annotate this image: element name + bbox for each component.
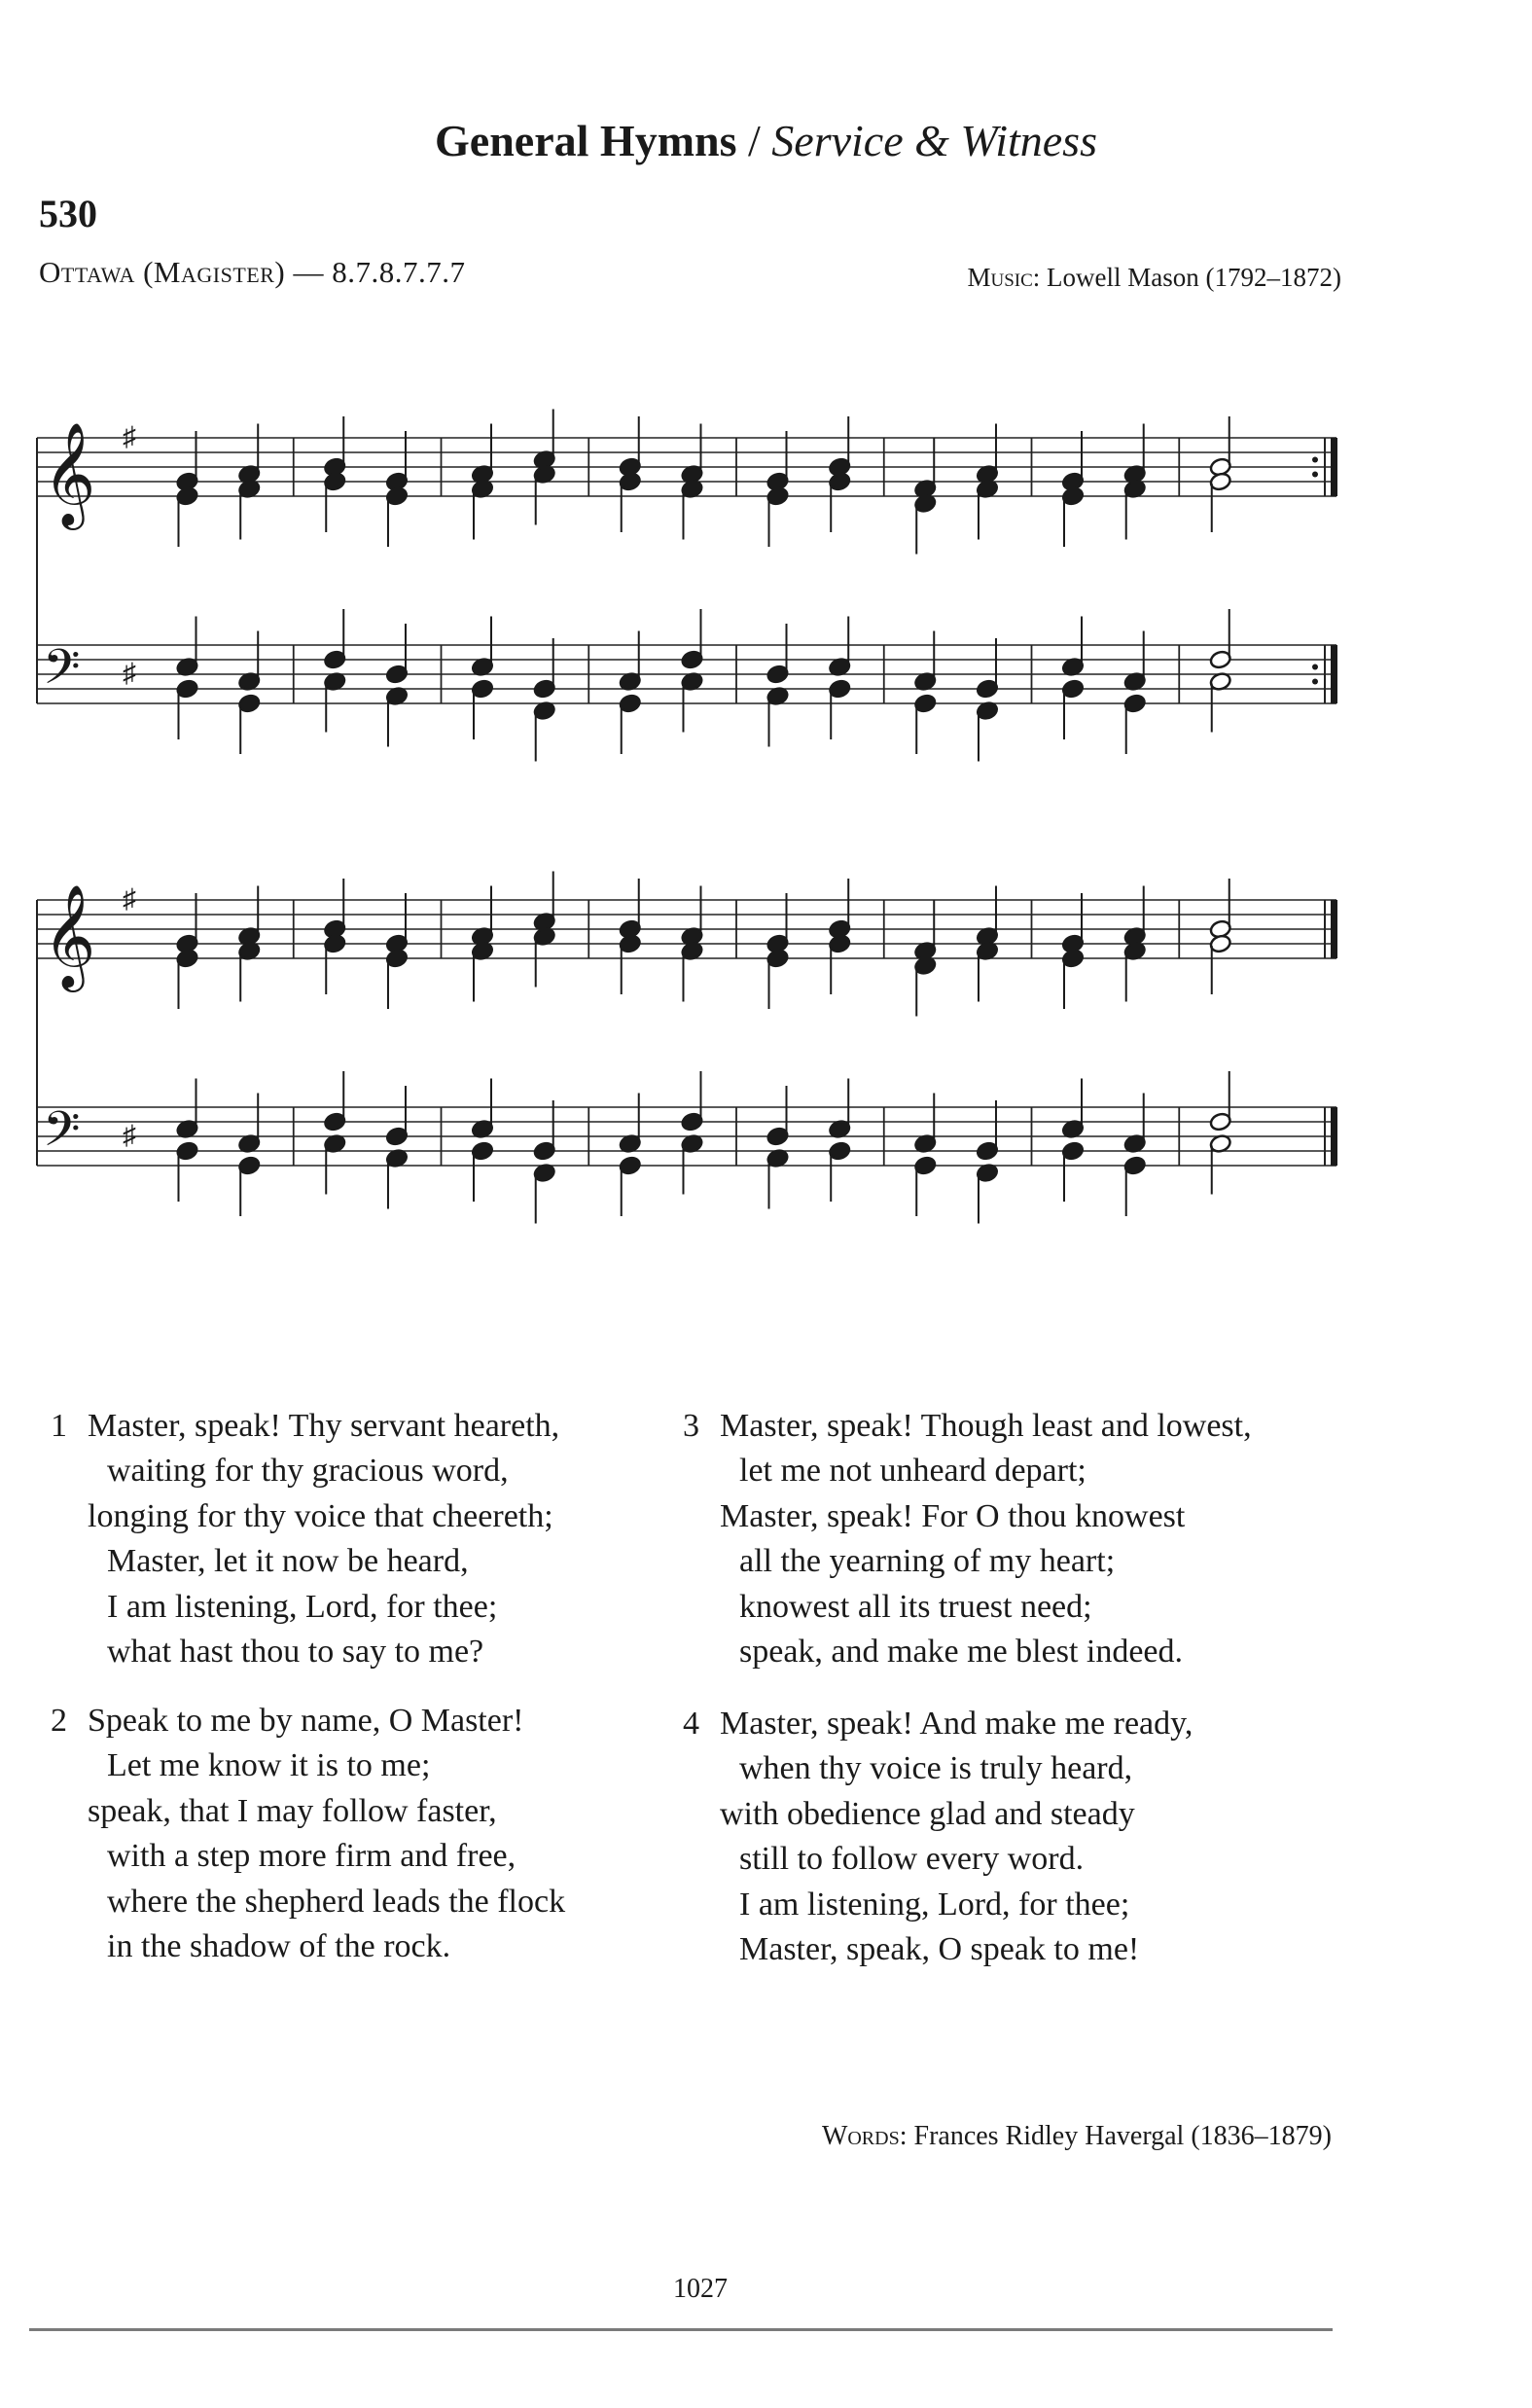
treble-clef-icon: 𝄞 xyxy=(43,883,96,988)
verse-4 xyxy=(683,1702,1194,1972)
verse-line: Master, speak! And make me ready, xyxy=(720,1706,1194,1742)
footer-rule xyxy=(29,2328,1333,2331)
verse-line: where the shepherd leads the flock xyxy=(107,1883,566,1920)
music-composer: Lowell Mason (1792–1872) xyxy=(1040,263,1341,292)
words-credit xyxy=(822,2121,1332,2152)
bass-clef-icon: 𝄢 xyxy=(43,1101,81,1169)
repeat-dot xyxy=(1312,665,1318,670)
verse-number: 2 xyxy=(51,1703,67,1739)
verse-line: I am listening, Lord, for thee; xyxy=(107,1588,498,1625)
section-subtitle: Service & Witness xyxy=(771,116,1097,165)
verse-line: with a step more firm and free, xyxy=(107,1838,517,1875)
verse-line: speak, and make me blest indeed. xyxy=(739,1634,1184,1671)
tune-name-meter: Ottawa (Magister) — 8.7.8.7.7.7 xyxy=(39,255,466,289)
verse-2 xyxy=(51,1699,566,1969)
final-bar xyxy=(1331,1107,1337,1166)
verse-line: with obedience glad and steady xyxy=(720,1795,1135,1832)
music-system-2 xyxy=(0,827,1532,1236)
verse-line: let me not unheard depart; xyxy=(739,1453,1087,1490)
verse-number: 1 xyxy=(51,1408,67,1444)
section-title-main: General Hymns xyxy=(435,116,737,165)
key-sharp-icon: ♯ xyxy=(123,422,136,452)
treble-clef-icon: 𝄞 xyxy=(43,421,96,525)
verse-line: Master, let it now be heard, xyxy=(107,1543,469,1580)
verse-line: Let me know it is to me; xyxy=(107,1747,431,1784)
verse-1 xyxy=(51,1404,560,1674)
repeat-dot xyxy=(1312,457,1318,463)
final-bar xyxy=(1331,438,1337,496)
verse-line: waiting for thy gracious word, xyxy=(107,1453,509,1490)
final-bar xyxy=(1331,645,1337,703)
words-author: Frances Ridley Havergal (1836–1879) xyxy=(907,2121,1332,2151)
words-label: Words: xyxy=(821,2121,908,2151)
verse-line: Master, speak, O speak to me! xyxy=(739,1931,1140,1968)
bass-clef-icon: 𝄢 xyxy=(43,639,81,707)
verse-line: Speak to me by name, O Master! xyxy=(88,1703,524,1739)
verse-line: I am listening, Lord, for thee; xyxy=(739,1886,1130,1923)
verse-line: Master, speak! For O thou knowest xyxy=(720,1497,1186,1534)
page-number: 1027 xyxy=(673,2274,728,2304)
key-sharp-icon: ♯ xyxy=(123,659,136,689)
final-bar xyxy=(1331,900,1337,958)
verse-line: Master, speak! Thy servant heareth, xyxy=(88,1408,560,1444)
verse-line: all the yearning of my heart; xyxy=(739,1543,1116,1580)
verse-number: 3 xyxy=(683,1408,699,1444)
section-title-separator: / xyxy=(736,116,772,165)
verse-line: knowest all its truest need; xyxy=(739,1588,1092,1625)
verse-3 xyxy=(683,1404,1252,1674)
verse-line: when thy voice is truly heard, xyxy=(739,1750,1133,1787)
verse-line: what hast thou to say to me? xyxy=(107,1634,484,1671)
verse-line: speak, that I may follow faster, xyxy=(88,1792,497,1829)
music-system-1 xyxy=(0,370,1532,778)
verse-line: in the shadow of the rock. xyxy=(107,1928,451,1965)
verse-number: 4 xyxy=(683,1706,699,1742)
hymn-number: 530 xyxy=(39,192,97,235)
music-credit xyxy=(967,263,1341,293)
verse-line: still to follow every word. xyxy=(739,1841,1085,1878)
key-sharp-icon: ♯ xyxy=(123,1121,136,1151)
key-sharp-icon: ♯ xyxy=(123,884,136,915)
verse-line: longing for thy voice that cheereth; xyxy=(88,1497,553,1534)
repeat-dot xyxy=(1312,679,1318,685)
section-title xyxy=(0,115,1532,166)
repeat-dot xyxy=(1312,472,1318,478)
verse-line: Master, speak! Though least and lowest, xyxy=(720,1408,1252,1444)
music-label: Music: xyxy=(967,263,1041,292)
